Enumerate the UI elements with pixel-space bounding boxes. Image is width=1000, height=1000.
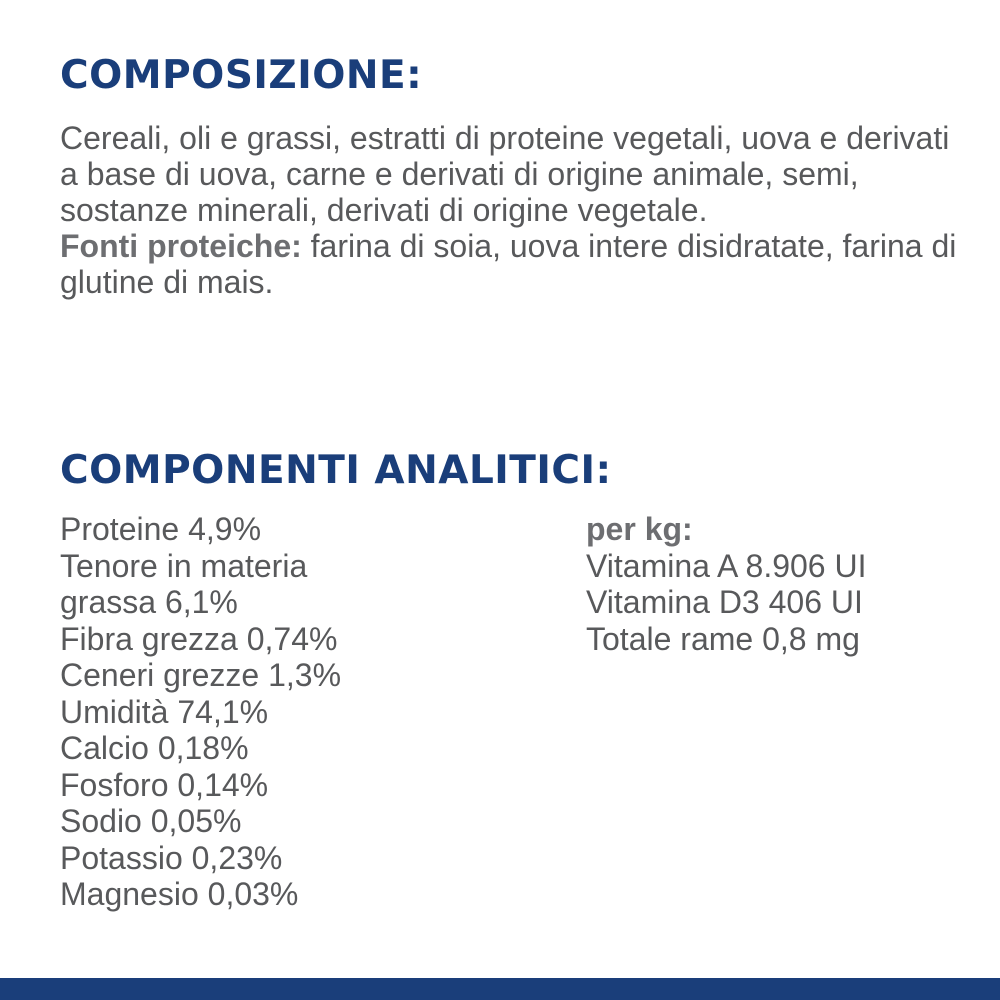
analytical-components-heading: COMPONENTI ANALITICI:	[60, 448, 612, 493]
component-item: Potassio 0,23%	[60, 839, 283, 876]
component-item: Sodio 0,05%	[60, 803, 242, 839]
per-kg-label: per kg:	[586, 511, 693, 547]
component-item: Calcio 0,18%	[60, 730, 249, 766]
per-kg-item: Vitamina D3 406 UI	[586, 584, 863, 620]
analytical-components-list	[60, 511, 500, 913]
per-kg-item: Vitamina A 8.906 UI	[586, 547, 867, 584]
component-item: Tenore in materia	[60, 547, 308, 584]
per-kg-list	[586, 511, 986, 657]
component-item: Magnesio 0,03%	[60, 876, 299, 912]
per-kg-item: Totale rame 0,8 mg	[586, 620, 860, 657]
component-item: Umidità 74,1%	[60, 693, 269, 730]
composition-text-block	[60, 120, 960, 300]
protein-sources-label: Fonti proteiche:	[60, 228, 302, 264]
protein-sources-text: farina di soia, uova intere disidratate, farina di glutine di mais.	[60, 228, 957, 300]
component-item: Ceneri grezze 1,3%	[60, 657, 342, 693]
composition-heading: COMPOSIZIONE:	[60, 53, 423, 98]
component-item: Proteine 4,9%	[60, 511, 262, 547]
composition-ingredients: Cereali, oli e grassi, estratti di proteine vegetali, uova e derivati a base di uova, carne e derivati di origine animale, semi, sostanze minerali, derivati di origine vegetale.	[60, 120, 950, 228]
component-item: grassa 6,1%	[60, 584, 238, 620]
component-item: Fibra grezza 0,74%	[60, 620, 338, 657]
bottom-brand-bar	[0, 978, 1000, 1000]
component-item: Fosforo 0,14%	[60, 766, 269, 803]
